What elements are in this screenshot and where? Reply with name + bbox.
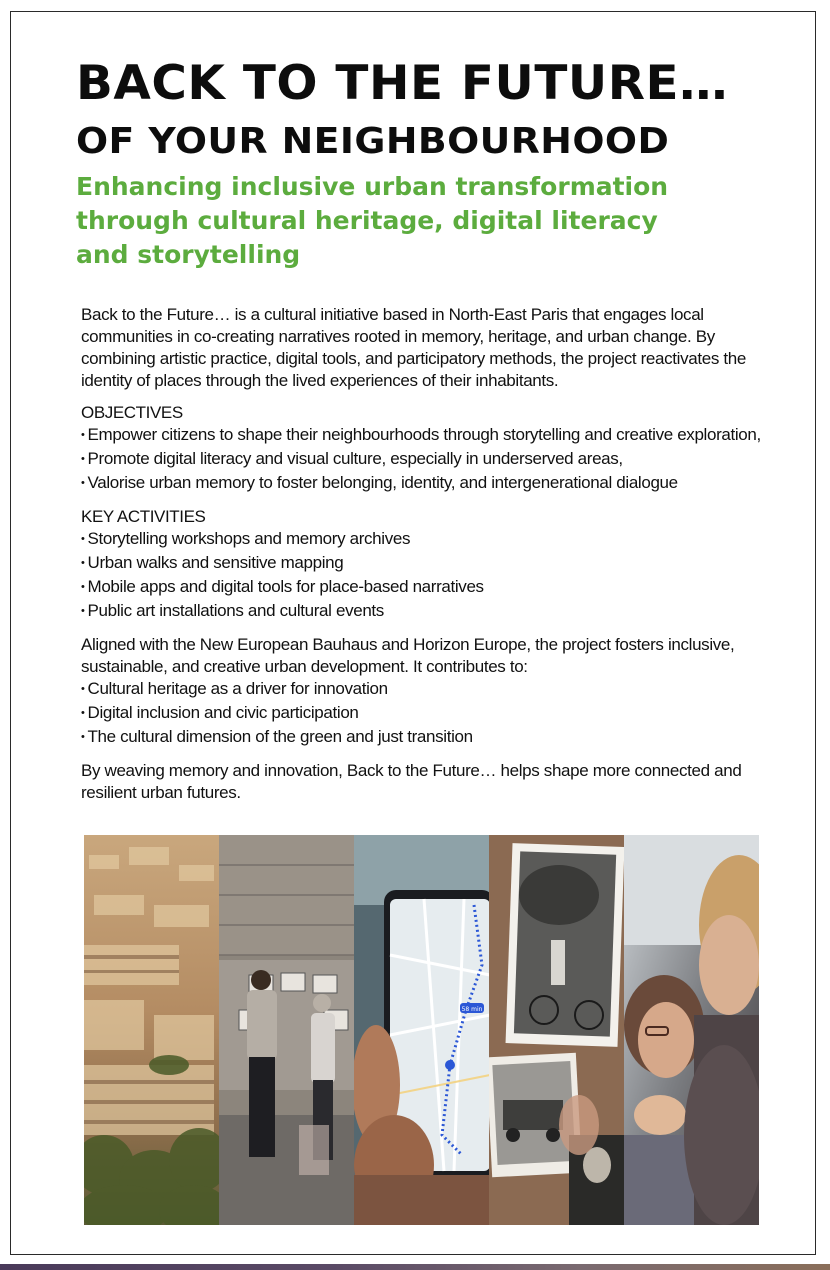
objective-item: • Promote digital literacy and visual culture, especially in underserved areas, [81, 448, 771, 472]
intro-paragraph: Back to the Future… is a cultural initiative based in North-East Paris that engages local communities in co-creating narratives rooted in memory, heritage, and urban change. By combining artistic practice, digital tools, and participatory methods, the project reactivates the identity of places through the lived experiences of their inhabitants. [81, 305, 746, 390]
exhibition-visitors-photo [219, 835, 354, 1225]
activity-item: • Urban walks and sensitive mapping [81, 552, 771, 576]
map-badge: 58 min [461, 1006, 483, 1013]
activity-item: • Public art installations and cultural events [81, 600, 771, 624]
archive-photographs-photo [489, 835, 624, 1225]
subtitle-line: through cultural heritage, digital literacy [76, 206, 658, 235]
activities-heading: KEY ACTIVITIES [81, 507, 206, 526]
contribution-item: • Cultural heritage as a driver for innovation [81, 678, 771, 702]
alignment-paragraph: Aligned with the New European Bauhaus and Horizon Europe, the project fosters inclusive, sustainable, and creative urban development. It contributes to: [81, 635, 735, 676]
objective-item: • Valorise urban memory to foster belonging, identity, and intergenerational dialogue [81, 472, 771, 496]
objective-item: • Empower citizens to shape their neighbourhoods through storytelling and creative exploration, [81, 424, 771, 448]
contribution-item: • Digital inclusion and civic participation [81, 702, 771, 726]
city-aerial-photo [84, 835, 219, 1225]
title-line-2: OF YOUR NEIGHBOURHOOD [76, 121, 670, 162]
title-line-1: BACK TO THE FUTURE… [76, 56, 729, 111]
closing-paragraph: By weaving memory and innovation, Back to the Future… helps shape more connected and resilient urban futures. [81, 761, 742, 802]
subtitle-line: and storytelling [76, 240, 301, 269]
activity-item: • Mobile apps and digital tools for place-based narratives [81, 576, 771, 600]
laughing-women-photo [624, 835, 759, 1225]
objectives-heading: OBJECTIVES [81, 403, 183, 422]
subtitle [76, 170, 716, 272]
bottom-strip [0, 1264, 830, 1270]
contribution-item: • The cultural dimension of the green and just transition [81, 726, 771, 750]
photo-collage [84, 835, 759, 1225]
phone-map-photo [354, 835, 489, 1225]
body-text [81, 304, 771, 804]
activity-item: • Storytelling workshops and memory archives [81, 528, 771, 552]
subtitle-line: Enhancing inclusive urban transformation [76, 172, 669, 201]
